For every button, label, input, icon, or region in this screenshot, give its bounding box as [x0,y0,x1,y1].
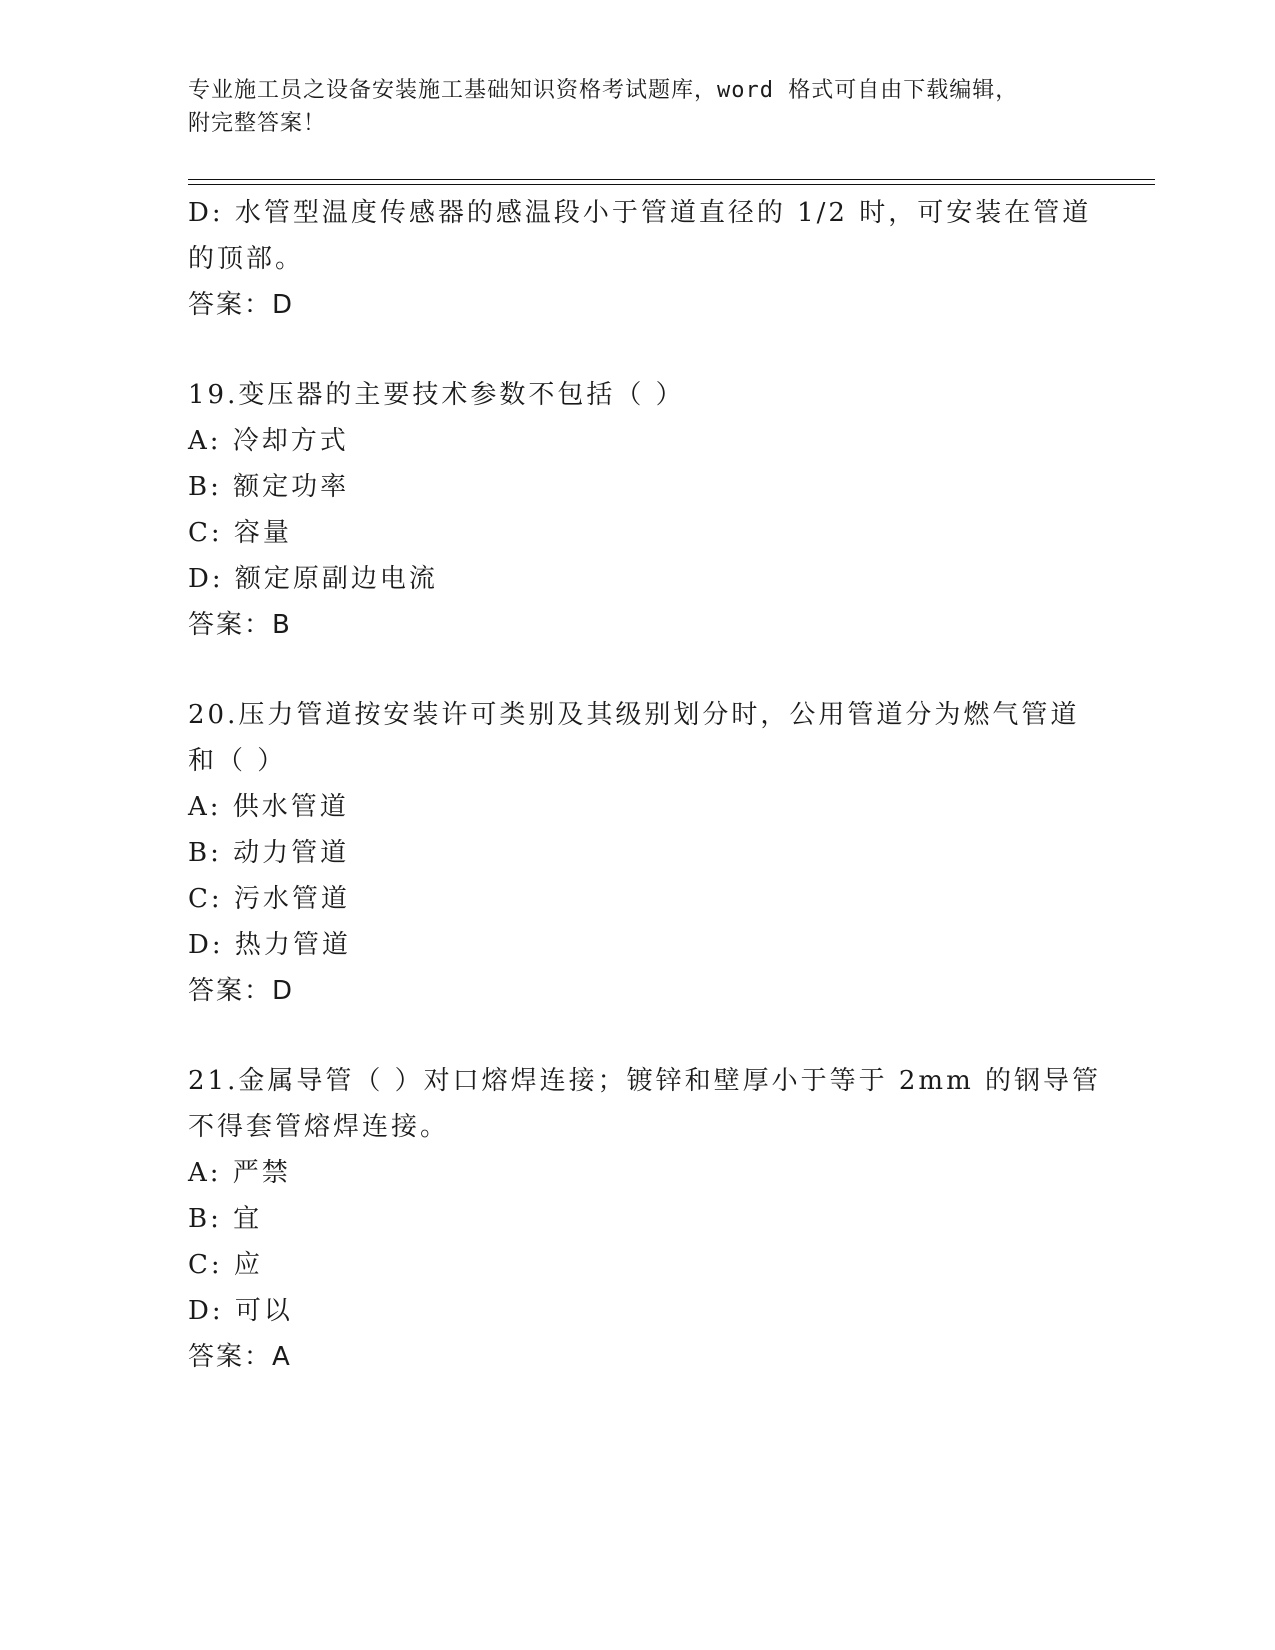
document-body [188,190,1101,1380]
answer-label: 答案：B [188,610,292,640]
answer-label: 答案：D [188,976,295,1006]
option-a: A: 冷却方式 [188,426,349,456]
question-stem: 21.金属导管（ ）对口熔焊连接；镀锌和壁厚小于等于 2mm 的钢导管 [188,1066,1101,1096]
header-line-2: 附完整答案！ [188,111,327,136]
spacer [188,648,1088,692]
option-b: B: 额定功率 [188,472,350,502]
document-header [188,74,1088,140]
option-d-continued: 的顶部。 [188,244,305,274]
header-line-1: 专业施工员之设备安装施工基础知识资格考试题库，word 格式可自由下载编辑， [188,78,1019,103]
spacer [188,1014,1088,1058]
question-stem: 20.压力管道按安装许可类别及其级别划分时，公用管道分为燃气管道 [188,700,1080,730]
header-divider-top [188,179,1155,180]
answer-label: 答案：A [188,1342,292,1372]
question-stem-continued: 不得套管熔焊连接。 [188,1112,450,1142]
option-c: C: 容量 [188,518,292,548]
option-b: B: 动力管道 [188,838,350,868]
question-21 [188,1058,1101,1380]
option-b: B: 宜 [188,1204,263,1234]
option-c: C: 应 [188,1250,263,1280]
option-d: D: 可以 [188,1296,293,1326]
spacer [188,328,1088,372]
question-stem: 19.变压器的主要技术参数不包括（ ） [188,380,685,410]
option-d: D: 热力管道 [188,930,351,960]
option-a: A: 供水管道 [188,792,349,822]
answer-label: 答案：D [188,290,295,320]
option-c: C: 污水管道 [188,884,350,914]
question-stem-continued: 和（ ） [188,746,287,776]
option-d: D: 水管型温度传感器的感温段小于管道直径的 1/2 时，可安装在管道 [188,198,1092,228]
option-a: A: 严禁 [188,1158,291,1188]
question-20 [188,692,1088,1014]
option-d: D: 额定原副边电流 [188,564,438,594]
question-19 [188,372,1088,648]
previous-question-tail [188,190,1092,328]
header-divider-bottom [188,184,1155,185]
